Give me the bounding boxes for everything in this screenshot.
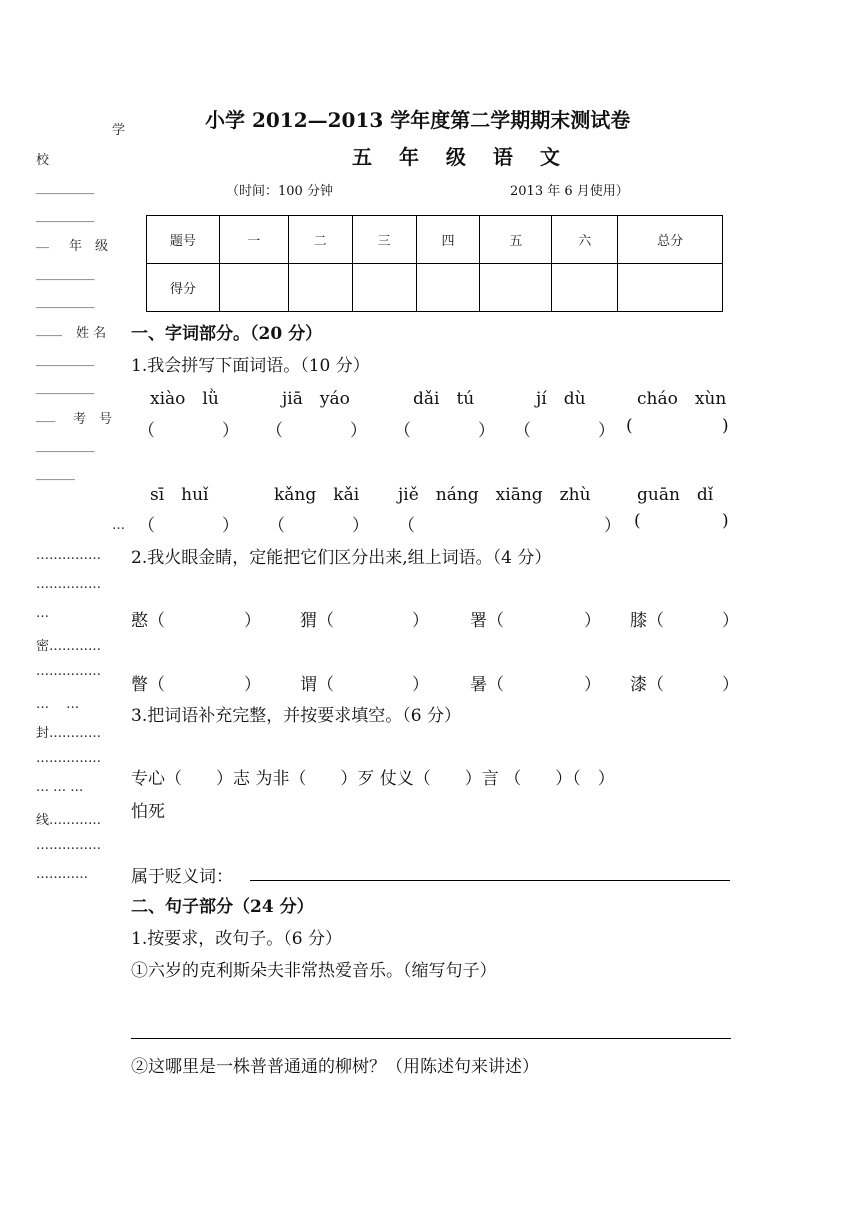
id-label: 考 号 bbox=[73, 412, 113, 427]
seal-dots-top: … bbox=[112, 518, 125, 533]
q1-prompt: 1.我会拼写下面词语。（10 分） bbox=[131, 356, 370, 376]
paren-close: ) bbox=[722, 416, 729, 436]
derogatory-label: 属于贬义词： bbox=[131, 867, 233, 887]
pinyin-answer-blank[interactable] bbox=[416, 418, 478, 438]
pinyin-answer-blank[interactable] bbox=[290, 513, 352, 533]
seal-line: … bbox=[36, 606, 49, 621]
char-item: 憨（ bbox=[131, 611, 165, 631]
sentence-item-1: ①六岁的克利斯朵夫非常热爱音乐。（缩写句子） bbox=[131, 961, 497, 981]
paren-open: ( bbox=[634, 511, 641, 531]
paren-open: （ bbox=[398, 516, 415, 536]
seal-line: …………… bbox=[36, 664, 101, 679]
score-header-cell: 二 bbox=[288, 216, 352, 264]
score-cell[interactable] bbox=[552, 264, 618, 312]
paren-close: ） bbox=[222, 516, 239, 536]
seal-line: …………… bbox=[36, 577, 101, 592]
seal-line: … … … bbox=[36, 780, 84, 795]
grade-label: 年 级 bbox=[69, 239, 109, 254]
paren-close: ） bbox=[412, 611, 429, 631]
date-note: 2013 年 6 月使用） bbox=[510, 184, 629, 199]
grade-blank-line-2: _________ bbox=[36, 294, 95, 309]
score-header-cell: 一 bbox=[219, 216, 288, 264]
school-blank-line: _________ bbox=[36, 180, 95, 195]
section2-heading: 二、句子部分（24 分） bbox=[131, 897, 314, 917]
score-row-label: 得分 bbox=[147, 264, 220, 312]
paren-close: ） bbox=[722, 675, 739, 695]
seal-line-feng: 封………… bbox=[36, 726, 102, 741]
paren-open: （ bbox=[268, 516, 285, 536]
pinyin-answer-blank[interactable] bbox=[420, 513, 604, 533]
name-blank-line-2: _________ bbox=[36, 380, 95, 395]
paren-close: ） bbox=[584, 675, 601, 695]
paren-open: （ bbox=[514, 421, 531, 441]
score-header-cell: 题号 bbox=[147, 216, 220, 264]
pinyin-word: sī huǐ bbox=[150, 485, 209, 505]
paren-open: （ bbox=[138, 516, 155, 536]
school-label-char2: 校 bbox=[36, 153, 50, 168]
name-blank-line: _________ bbox=[36, 352, 95, 367]
pinyin-answer-blank[interactable] bbox=[640, 418, 718, 438]
seal-line: … … bbox=[36, 697, 80, 712]
q2-prompt: 2.我火眼金睛，定能把它们区分出来,组上词语。（4 分） bbox=[131, 548, 552, 568]
score-table bbox=[146, 215, 723, 312]
idioms-line: 专心（ ）志 为非（ ）歹 仗义（ ）言 （ ）（ ） bbox=[131, 769, 615, 789]
pinyin-word: cháo xùn bbox=[637, 389, 727, 409]
score-cell[interactable] bbox=[416, 264, 480, 312]
seal-line: ………… bbox=[36, 867, 88, 882]
score-cell[interactable] bbox=[480, 264, 552, 312]
seal-line-mi: 密………… bbox=[36, 639, 102, 654]
paren-close: ） bbox=[350, 421, 367, 441]
id-blank-prefix: ___ bbox=[36, 408, 56, 423]
grade-blank-line: _________ bbox=[36, 266, 95, 281]
name-blank-prefix: ____ bbox=[36, 322, 62, 337]
time-note: （时间：100 分钟 bbox=[226, 184, 333, 199]
sentence-item-2: ②这哪里是一株普普通通的柳树？（用陈述句来讲述） bbox=[131, 1057, 539, 1077]
pinyin-word: kǎng kǎi bbox=[274, 485, 360, 505]
pinyin-word: guān dǐ bbox=[637, 485, 714, 505]
paren-close: ） bbox=[584, 611, 601, 631]
seal-line: …………… bbox=[36, 548, 101, 563]
score-cell[interactable] bbox=[288, 264, 352, 312]
paren-close: ） bbox=[244, 675, 261, 695]
paren-close: ） bbox=[604, 516, 621, 536]
score-header-cell: 三 bbox=[352, 216, 416, 264]
score-header-cell: 四 bbox=[416, 216, 480, 264]
char-item: 谓（ bbox=[300, 675, 334, 695]
pinyin-answer-blank[interactable] bbox=[160, 418, 222, 438]
score-header-cell: 六 bbox=[552, 216, 618, 264]
seal-line: …………… bbox=[36, 838, 101, 853]
idioms-continuation: 怕死 bbox=[131, 802, 165, 822]
school-blank-line-2: _________ bbox=[36, 208, 95, 223]
pinyin-answer-blank[interactable] bbox=[536, 418, 598, 438]
char-item: 瞥（ bbox=[131, 675, 165, 695]
exam-title: 小学 2012—2013 学年度第二学期期末测试卷 bbox=[205, 108, 631, 132]
paren-close: ） bbox=[412, 675, 429, 695]
paren-close: ) bbox=[722, 511, 729, 531]
char-item: 漆（ bbox=[630, 675, 664, 695]
s2-q1-prompt: 1.按要求，改句子。（6 分） bbox=[131, 929, 342, 949]
pinyin-answer-blank[interactable] bbox=[648, 513, 718, 533]
id-blank-line-2: ______ bbox=[36, 466, 75, 481]
school-label-char1: 学 bbox=[112, 123, 126, 138]
id-blank-line: _________ bbox=[36, 438, 95, 453]
paren-open: （ bbox=[266, 421, 283, 441]
paren-open: ( bbox=[626, 416, 633, 436]
char-item: 暑（ bbox=[470, 675, 504, 695]
paren-close: ） bbox=[478, 421, 495, 441]
score-header-cell: 总分 bbox=[618, 216, 723, 264]
pinyin-word: jí dù bbox=[536, 389, 586, 409]
pinyin-answer-blank[interactable] bbox=[288, 418, 350, 438]
score-cell[interactable] bbox=[618, 264, 723, 312]
score-cell[interactable] bbox=[219, 264, 288, 312]
derogatory-answer-line[interactable] bbox=[250, 880, 730, 881]
seal-line: …………… bbox=[36, 751, 101, 766]
score-cell[interactable] bbox=[352, 264, 416, 312]
section1-heading: 一、字词部分。（20 分） bbox=[131, 324, 323, 344]
pinyin-word: dǎi tú bbox=[413, 389, 475, 409]
paren-close: ） bbox=[598, 421, 615, 441]
name-label: 姓 名 bbox=[76, 326, 107, 341]
paren-close: ） bbox=[722, 611, 739, 631]
paren-close: ） bbox=[222, 421, 239, 441]
sentence-answer-line[interactable] bbox=[131, 1038, 731, 1039]
paren-close: ） bbox=[352, 516, 369, 536]
exam-subtitle: 五 年 级 语 文 bbox=[352, 145, 570, 169]
pinyin-word: jiě náng xiāng zhù bbox=[398, 485, 591, 505]
pinyin-word: jiā yáo bbox=[282, 389, 350, 409]
char-item: 署（ bbox=[470, 611, 504, 631]
q3-prompt: 3.把词语补充完整，并按要求填空。（6 分） bbox=[131, 706, 461, 726]
pinyin-answer-blank[interactable] bbox=[160, 513, 222, 533]
char-item: 猬（ bbox=[300, 611, 334, 631]
grade-blank-prefix: __ bbox=[36, 234, 49, 249]
score-header-cell: 五 bbox=[480, 216, 552, 264]
char-item: 膝（ bbox=[630, 611, 664, 631]
paren-open: （ bbox=[394, 421, 411, 441]
paren-open: （ bbox=[138, 421, 155, 441]
pinyin-word: xiào lǜ bbox=[150, 389, 219, 409]
seal-line-xian: 线………… bbox=[36, 813, 102, 828]
paren-close: ） bbox=[244, 611, 261, 631]
